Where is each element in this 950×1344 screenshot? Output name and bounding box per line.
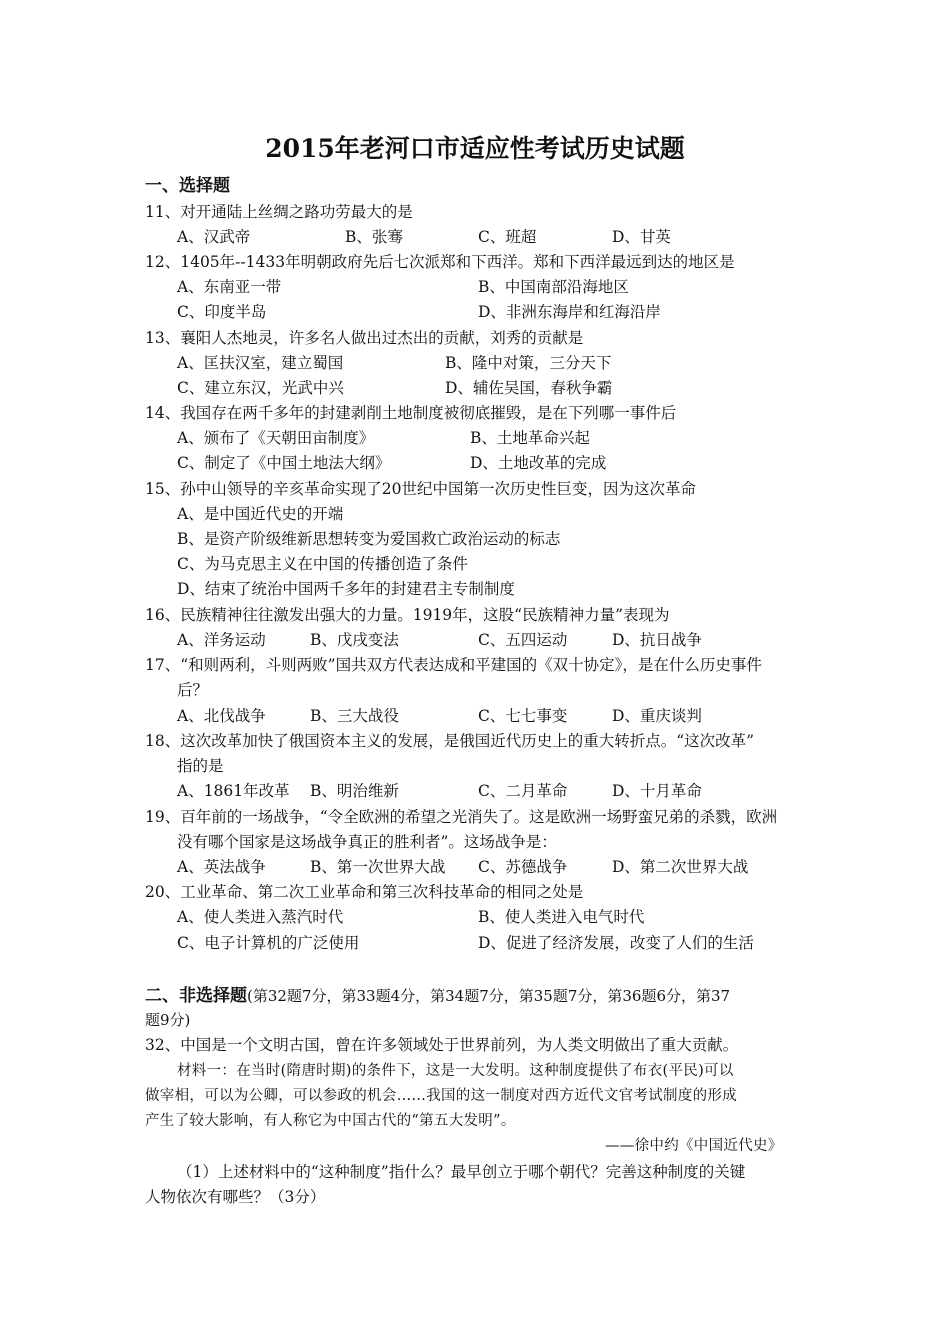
question-12-stem: 12、1405年--1433年明朝政府先后七次派郑和下西洋。郑和下西洋最远到达的地区是 bbox=[145, 253, 735, 271]
question-14-option-d: D、土地改革的完成 bbox=[470, 454, 607, 472]
question-17-stem-cont: 后？ bbox=[177, 681, 209, 699]
question-17-option-d: D、重庆谈判 bbox=[612, 707, 702, 725]
section-score-note: (第32题7分，第33题4分，第34题7分，第35题7分，第36题6分，第37 bbox=[247, 987, 731, 1005]
question-18-stem: 18、这次改革加快了俄国资本主义的发展，是俄国近代历史上的重大转折点。“这次改革” bbox=[145, 732, 755, 750]
page-title: 2015年老河口市适应性考试历史试题 bbox=[265, 134, 685, 163]
question-15-option-c: C、为马克思主义在中国的传播创造了条件 bbox=[177, 555, 468, 573]
question-14-option-c: C、制定了《中国土地法大纲》 bbox=[177, 454, 391, 472]
question-16-option-d: D、抗日战争 bbox=[612, 631, 702, 649]
question-32-sub-1-cont: 人物依次有哪些？（3分） bbox=[145, 1188, 326, 1206]
question-17-option-c: C、七七事变 bbox=[478, 707, 568, 725]
question-18-stem-cont: 指的是 bbox=[177, 757, 224, 775]
question-32-sub-1: （1）上述材料中的“这种制度”指什么？最早创立于哪个朝代？完善这种制度的关键 bbox=[177, 1163, 746, 1181]
question-19-option-a: A、英法战争 bbox=[177, 858, 266, 876]
question-16-stem: 16、民族精神往往激发出强大的力量。1919年，这股“民族精神力量”表现为 bbox=[145, 606, 670, 624]
question-20-option-b: B、使人类进入电气时代 bbox=[478, 908, 645, 926]
question-12-option-a: A、东南亚一带 bbox=[177, 278, 282, 296]
question-32-stem: 32、中国是一个文明古国，曾在许多领域处于世界前列，为人类文明做出了重大贡献。 bbox=[145, 1036, 739, 1054]
question-17-option-b: B、三大战役 bbox=[310, 707, 399, 725]
question-19-option-c: C、苏德战争 bbox=[478, 858, 568, 876]
question-20-option-a: A、使人类进入蒸汽时代 bbox=[177, 908, 344, 926]
question-11-stem: 11、对开通陆上丝绸之路功劳最大的是 bbox=[145, 203, 413, 221]
question-16-option-b: B、戊戌变法 bbox=[310, 631, 399, 649]
question-11-option-d: D、甘英 bbox=[612, 228, 671, 246]
question-18-option-b: B、明治维新 bbox=[310, 782, 399, 800]
question-19-stem-cont: 没有哪个国家是这场战争真正的胜利者”。这场战争是： bbox=[177, 833, 557, 851]
question-18-option-c: C、二月革命 bbox=[478, 782, 568, 800]
question-19-stem: 19、百年前的一场战争，“令全欧洲的希望之光消失了。这是欧洲一场野蛮兄弟的杀戮，欧洲 bbox=[145, 808, 778, 826]
question-20-stem: 20、工业革命、第二次工业革命和第三次科技革命的相同之处是 bbox=[145, 883, 584, 901]
question-14-option-b: B、土地革命兴起 bbox=[470, 429, 590, 447]
question-20-option-c: C、电子计算机的广泛使用 bbox=[177, 934, 360, 952]
section-heading-nonchoice-line bbox=[145, 985, 730, 1007]
question-19-option-d: D、第二次世界大战 bbox=[612, 858, 749, 876]
material-line-1: 材料一：在当时(隋唐时期)的条件下，这是一大发明。这种制度提供了布衣(平民)可以 bbox=[177, 1063, 734, 1079]
question-11-option-a: A、汉武帝 bbox=[177, 228, 251, 246]
section-heading-nonchoice: 二、非选择题 bbox=[145, 986, 247, 1006]
question-13-option-c: C、建立东汉，光武中兴 bbox=[177, 379, 344, 397]
question-15-option-a: A、是中国近代史的开端 bbox=[177, 505, 344, 523]
material-line-2: 做宰相，可以为公卿，可以参政的机会……我国的这一制度对西方近代文官考试制度的形成 bbox=[145, 1088, 737, 1104]
question-16-option-c: C、五四运动 bbox=[478, 631, 568, 649]
question-11-option-b: B、张骞 bbox=[345, 228, 403, 246]
question-13-option-b: B、隆中对策，三分天下 bbox=[445, 354, 612, 372]
question-14-stem: 14、我国存在两千多年的封建剥削土地制度被彻底摧毁，是在下列哪一事件后 bbox=[145, 404, 677, 422]
question-17-option-a: A、北伐战争 bbox=[177, 707, 266, 725]
question-12-option-c: C、印度半岛 bbox=[177, 303, 267, 321]
question-16-option-a: A、洋务运动 bbox=[177, 631, 266, 649]
question-12-option-d: D、非洲东海岸和红海沿岸 bbox=[478, 303, 661, 321]
question-13-option-a: A、匡扶汉室，建立蜀国 bbox=[177, 354, 344, 372]
section-heading-choice: 一、选择题 bbox=[145, 176, 230, 196]
material-source: ——徐中约《中国近代史》 bbox=[605, 1138, 783, 1154]
question-13-option-d: D、辅佐吴国，春秋争霸 bbox=[445, 379, 613, 397]
question-15-stem: 15、孙中山领导的辛亥革命实现了20世纪中国第一次历史性巨变，因为这次革命 bbox=[145, 480, 696, 498]
material-line-3: 产生了较大影响，有人称它为中国古代的“第五大发明”。 bbox=[145, 1113, 516, 1129]
question-19-option-b: B、第一次世界大战 bbox=[310, 858, 446, 876]
section-score-note-cont: 题9分) bbox=[145, 1011, 191, 1029]
question-14-option-a: A、颁布了《天朝田亩制度》 bbox=[177, 429, 375, 447]
question-15-option-d: D、结束了统治中国两千多年的封建君主专制制度 bbox=[177, 580, 515, 598]
question-17-stem: 17、“和则两利，斗则两败”国共双方代表达成和平建国的《双十协定》，是在什么历史事件 bbox=[145, 656, 762, 674]
question-18-option-d: D、十月革命 bbox=[612, 782, 702, 800]
question-20-option-d: D、促进了经济发展，改变了人们的生活 bbox=[478, 934, 754, 952]
question-13-stem: 13、襄阳人杰地灵，许多名人做出过杰出的贡献，刘秀的贡献是 bbox=[145, 329, 584, 347]
question-18-option-a: A、1861年改革 bbox=[177, 782, 290, 800]
question-12-option-b: B、中国南部沿海地区 bbox=[478, 278, 629, 296]
question-15-option-b: B、是资产阶级维新思想转变为爱国救亡政治运动的标志 bbox=[177, 530, 561, 548]
question-11-option-c: C、班超 bbox=[478, 228, 537, 246]
